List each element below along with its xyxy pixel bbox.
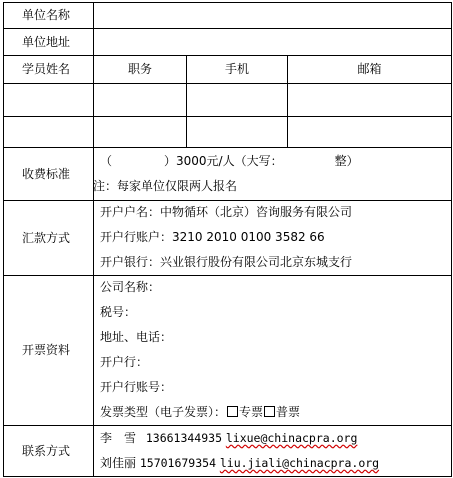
contact-row-1 [100, 431, 357, 445]
row-divider [3, 83, 452, 84]
row-divider [3, 28, 452, 29]
column-header-position: 职务 [127, 62, 152, 76]
contact-name: 李 雪 [100, 431, 137, 445]
fee-note: 注：每家单位仅限两人报名 [93, 179, 238, 193]
contact-name: 刘佳丽 [100, 456, 137, 470]
contact-email-link[interactable]: lixue@chinacpra.org [225, 431, 358, 445]
row-divider [3, 200, 452, 201]
contact-phone: 15701679354 [139, 456, 217, 470]
contact-phone: 13661344935 [145, 431, 223, 445]
invoice-type-field [100, 405, 300, 419]
invoice-tax-field: 税号： [100, 305, 137, 319]
contact-email-link[interactable]: liu.jiali@chinacpra.org [219, 456, 380, 470]
fee-end: 整） [334, 154, 359, 168]
row-divider [3, 116, 452, 117]
contact-label: 联系方式 [22, 444, 71, 458]
remit-bank: 开户银行：兴业银行股份有限公司北京东城支行 [100, 255, 353, 269]
invoice-bank-field: 开户行： [100, 355, 149, 369]
invoice-label: 开票资料 [22, 343, 71, 357]
row-divider [3, 147, 452, 148]
border-top [3, 2, 452, 3]
row-divider [3, 275, 452, 276]
unit-address-label: 单位地址 [22, 35, 71, 49]
normal-invoice-label: 普票 [276, 405, 301, 419]
border-left [3, 2, 4, 477]
normal-invoice-checkbox[interactable] [264, 406, 275, 417]
invoice-address-field: 地址、电话： [100, 330, 173, 344]
fee-open-paren: （ [100, 154, 113, 168]
special-invoice-label: 专票 [239, 405, 264, 419]
column-header-phone: 手机 [224, 62, 249, 76]
fee-amount-line [100, 154, 359, 168]
contact-row-2 [100, 456, 379, 470]
row-divider [3, 425, 452, 426]
invoice-company-field: 公司名称： [100, 280, 161, 294]
fee-amount: ）3000元/人（大写： [164, 154, 283, 168]
invoice-account-field: 开户行账号： [100, 380, 173, 394]
border-bottom [3, 476, 452, 477]
fee-label: 收费标准 [22, 167, 71, 181]
row-divider [3, 55, 452, 56]
special-invoice-checkbox[interactable] [227, 406, 238, 417]
remit-label: 汇款方式 [22, 231, 71, 245]
column-header-email: 邮箱 [357, 62, 382, 76]
trainee-name-label: 学员姓名 [22, 62, 71, 76]
invoice-type-label: 发票类型（电子发票）： [100, 405, 227, 419]
remit-account-name: 开户户名：中物循环（北京）咨询服务有限公司 [100, 205, 353, 219]
unit-name-label: 单位名称 [22, 8, 71, 22]
border-right [451, 2, 452, 477]
remit-account-number: 开户行账户：3210 2010 0100 3582 66 [100, 230, 325, 244]
